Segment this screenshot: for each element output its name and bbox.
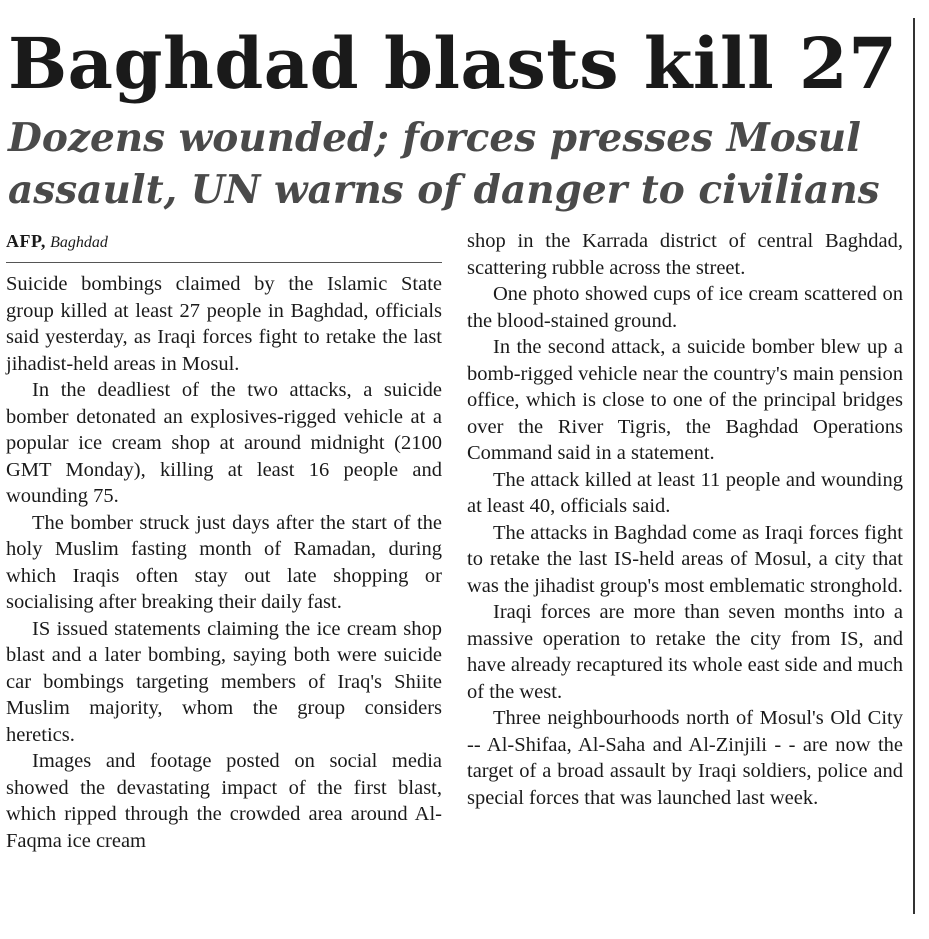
paragraph: Images and footage posted on social media showed the devastating impact of the first blast, which ripped through the crowded area around Al-Faqma ice cream bbox=[6, 750, 442, 852]
subheadline-line-2: assault, UN warns of danger to civilians bbox=[8, 167, 880, 213]
byline-agency: AFP, bbox=[6, 231, 46, 251]
paragraph: The attack killed at least 11 people and wounding at least 40, officials said. bbox=[467, 468, 903, 517]
paragraph: In the second attack, a suicide bomber blew up a bomb-rigged vehicle near the country's main pension office, which is close to one of the principal bridges over the River Tigris, the Baghdad Operations Command said in a statement. bbox=[467, 336, 903, 464]
subheadline bbox=[8, 112, 908, 216]
paragraph: In the deadliest of the two attacks, a suicide bomber detonated an explosives-rigged vehicle at a popular ice cream shop at around midnight (2100 GMT Monday), killing at least 16 people and wounding 75. bbox=[6, 379, 442, 507]
paragraph: The bomber struck just days after the start of the holy Muslim fasting month of Ramadan, during which Iraqis often stay out late shopping or socialising after breaking their daily fast. bbox=[6, 511, 442, 613]
paragraph-continued: shop in the Karrada district of central Baghdad, scattering rubble across the street. bbox=[467, 230, 903, 279]
column-rule-right bbox=[913, 18, 915, 914]
paragraph: Iraqi forces are more than seven months into a massive operation to retake the city from IS, and have already recaptured its whole east side and much of the west. bbox=[467, 601, 904, 703]
article-column-left bbox=[6, 226, 442, 854]
paragraph: The attacks in Baghdad come as Iraqi forces fight to retake the last IS-held areas of Mosul, a city that was the jihadist group's most emblematic stronghold. bbox=[467, 521, 903, 597]
paragraph: IS issued statements claiming the ice cream shop blast and a later bombing, saying both were suicide car bombings targeting members of Iraq's Shiite Muslim majority, whom the group considers heretics. bbox=[6, 617, 442, 746]
subheadline-line-1: Dozens wounded; forces presses Mosul bbox=[8, 115, 861, 161]
byline bbox=[6, 226, 442, 256]
article-column-right bbox=[467, 228, 903, 811]
headline: Baghdad blasts kill 27 bbox=[8, 22, 898, 105]
paragraph-lede: Suicide bombings claimed by the Islamic State group killed at least 27 people in Baghdad, officials said yesterday, as Iraqi forces fight to retake the last jihadist-held areas in Mosul. bbox=[6, 273, 442, 375]
paragraph: Three neighbourhoods north of Mosul's Old City -- Al-Shifaa, Al-Saha and Al-Zinjili - - are now the target of a broad assault by Iraqi soldiers, police and special forces that was launched last week. bbox=[467, 707, 903, 809]
byline-location: Baghdad bbox=[50, 234, 108, 251]
paragraph: One photo showed cups of ice cream scattered on the blood-stained ground. bbox=[467, 283, 903, 332]
byline-divider bbox=[6, 262, 442, 263]
